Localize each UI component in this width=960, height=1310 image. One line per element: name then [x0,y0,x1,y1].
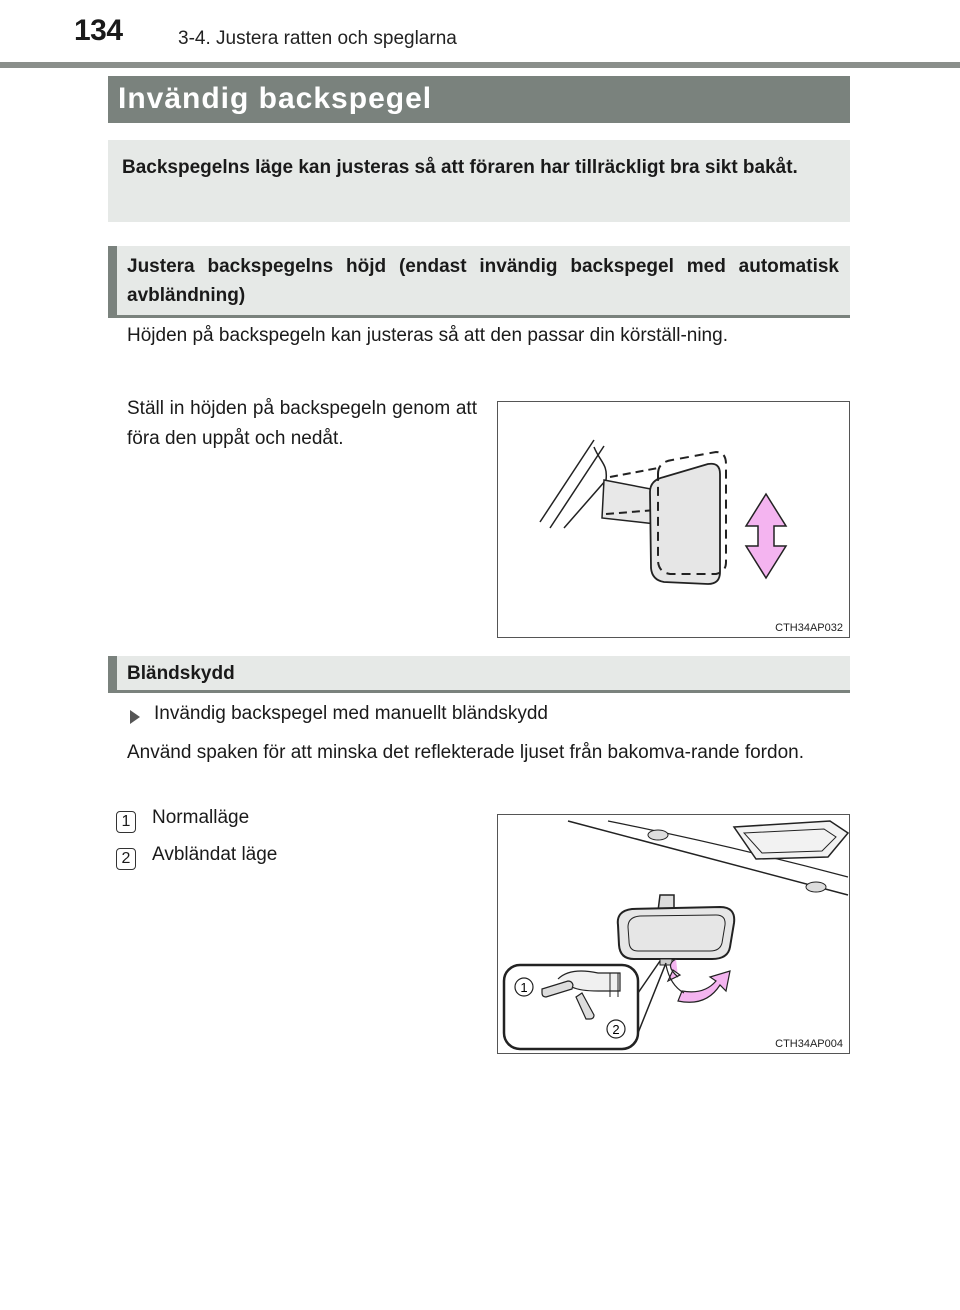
intro-text: Backspegelns läge kan justeras så att föraren har tillräckligt bra sikt bakåt. [122,157,798,178]
clip [648,830,668,840]
sunroof [734,821,848,859]
triangle-bullet-icon [130,710,140,724]
figure-code: CTH34AP032 [775,622,843,634]
header-rule [0,62,960,68]
section-heading-text: Justera backspegelns höjd (endast invändig backspegel med automatisk avbländning) [127,256,839,306]
paragraph-height-adjust: Höjden på backspegeln kan justeras så att den passar din körställ-ning. [127,325,728,346]
page-number: 134 [74,14,123,47]
number-badge: 1 [116,811,136,833]
callout-number: 2 [612,1022,620,1037]
paragraph-height-instruction: Ställ in höjden på backspegeln genom att föra den uppåt och nedåt. [127,398,477,449]
up-down-arrow-icon [746,494,786,578]
page-title-bar [108,76,850,123]
curved-arrow-icon [678,971,730,1002]
mirror-stem [602,480,656,524]
number-badge: 2 [116,848,136,870]
mirror-mount [564,447,606,528]
chapter-header: 3-4. Justera ratten och speglarna [178,28,457,49]
section-heading-height [108,246,850,318]
mirror-body [650,464,720,584]
list-item-label: Normalläge [152,807,250,828]
windshield-line [540,440,594,522]
mirror-height-illustration [498,402,849,637]
section-heading-antiglare [108,656,850,693]
list-item-label: Avbländat läge [152,844,278,865]
clip [806,882,826,892]
intro-box [108,140,850,222]
paragraph-antiglare: Använd spaken för att minska det reflekterade ljuset från bakomva-rande fordon. [127,742,804,763]
section-heading-text: Bländskydd [127,663,235,684]
callout-number: 1 [520,980,528,995]
figure-antiglare-lever [497,814,850,1054]
antiglare-illustration [498,815,849,1053]
windshield-line [550,446,604,528]
bullet-text: Invändig backspegel med manuellt bländskydd [154,703,548,724]
figure-code: CTH34AP004 [775,1038,843,1050]
page-title: Invändig backspegel [118,82,433,115]
figure-mirror-height [497,401,850,638]
